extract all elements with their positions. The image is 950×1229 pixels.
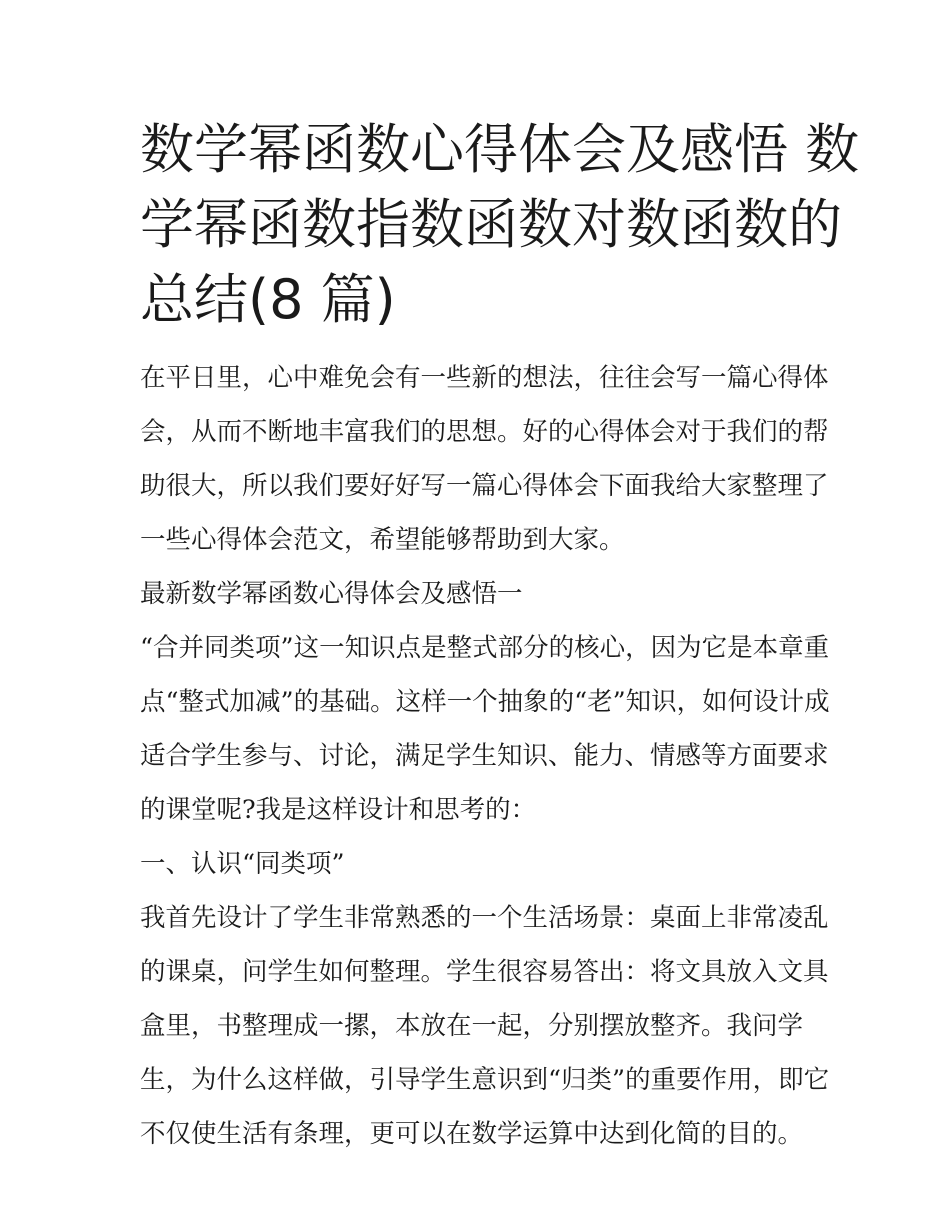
paragraph-line: 的课堂呢?我是这样设计和思考的： (140, 795, 537, 825)
paragraph-line: 盒里，书整理成一摞，本放在一起，分别摆放整齐。我问学 (140, 1011, 804, 1041)
paragraph-line: 生，为什么这样做，引导学生意识到“归类”的重要作用，即它 (140, 1065, 830, 1095)
intro-line: 一些心得体会范文，希望能够帮助到大家。 (140, 525, 625, 555)
paragraph-line: 适合学生参与、讨论，满足学生知识、能力、情感等方面要求 (140, 741, 829, 771)
intro-line: 助很大，所以我们要好好写一篇心得体会下面我给大家整理了 (140, 471, 829, 501)
paragraph-line: 我首先设计了学生非常熟悉的一个生活场景：桌面上非常凌乱 (140, 903, 829, 933)
paragraph-line: 的课桌，问学生如何整理。学生很容易答出：将文具放入文具 (140, 957, 829, 987)
document-body (140, 351, 830, 1161)
document-title (140, 112, 860, 337)
paragraph-line: 不仅使生活有条理，更可以在数学运算中达到化简的目的。 (140, 1119, 804, 1149)
title-line: 数学幂函数心得体会及感悟 数 (140, 118, 860, 181)
title-line: 学幂函数指数函数对数函数的 (140, 193, 842, 256)
intro-line: 会，从而不断地丰富我们的思想。好的心得体会对于我们的帮 (140, 417, 829, 447)
section-heading: 最新数学幂函数心得体会及感悟一 (140, 579, 523, 609)
paragraph-line: “合并同类项”这一知识点是整式部分的核心，因为它是本章重 (140, 633, 830, 663)
intro-line: 在平日里，心中难免会有一些新的想法，往往会写一篇心得体 (140, 363, 829, 393)
title-line: 总结(8 篇) (140, 268, 396, 331)
paragraph-line: 点“整式加减”的基础。这样一个抽象的“老”知识，如何设计成 (140, 687, 830, 717)
subsection-heading: 一、认识“同类项” (140, 849, 345, 879)
